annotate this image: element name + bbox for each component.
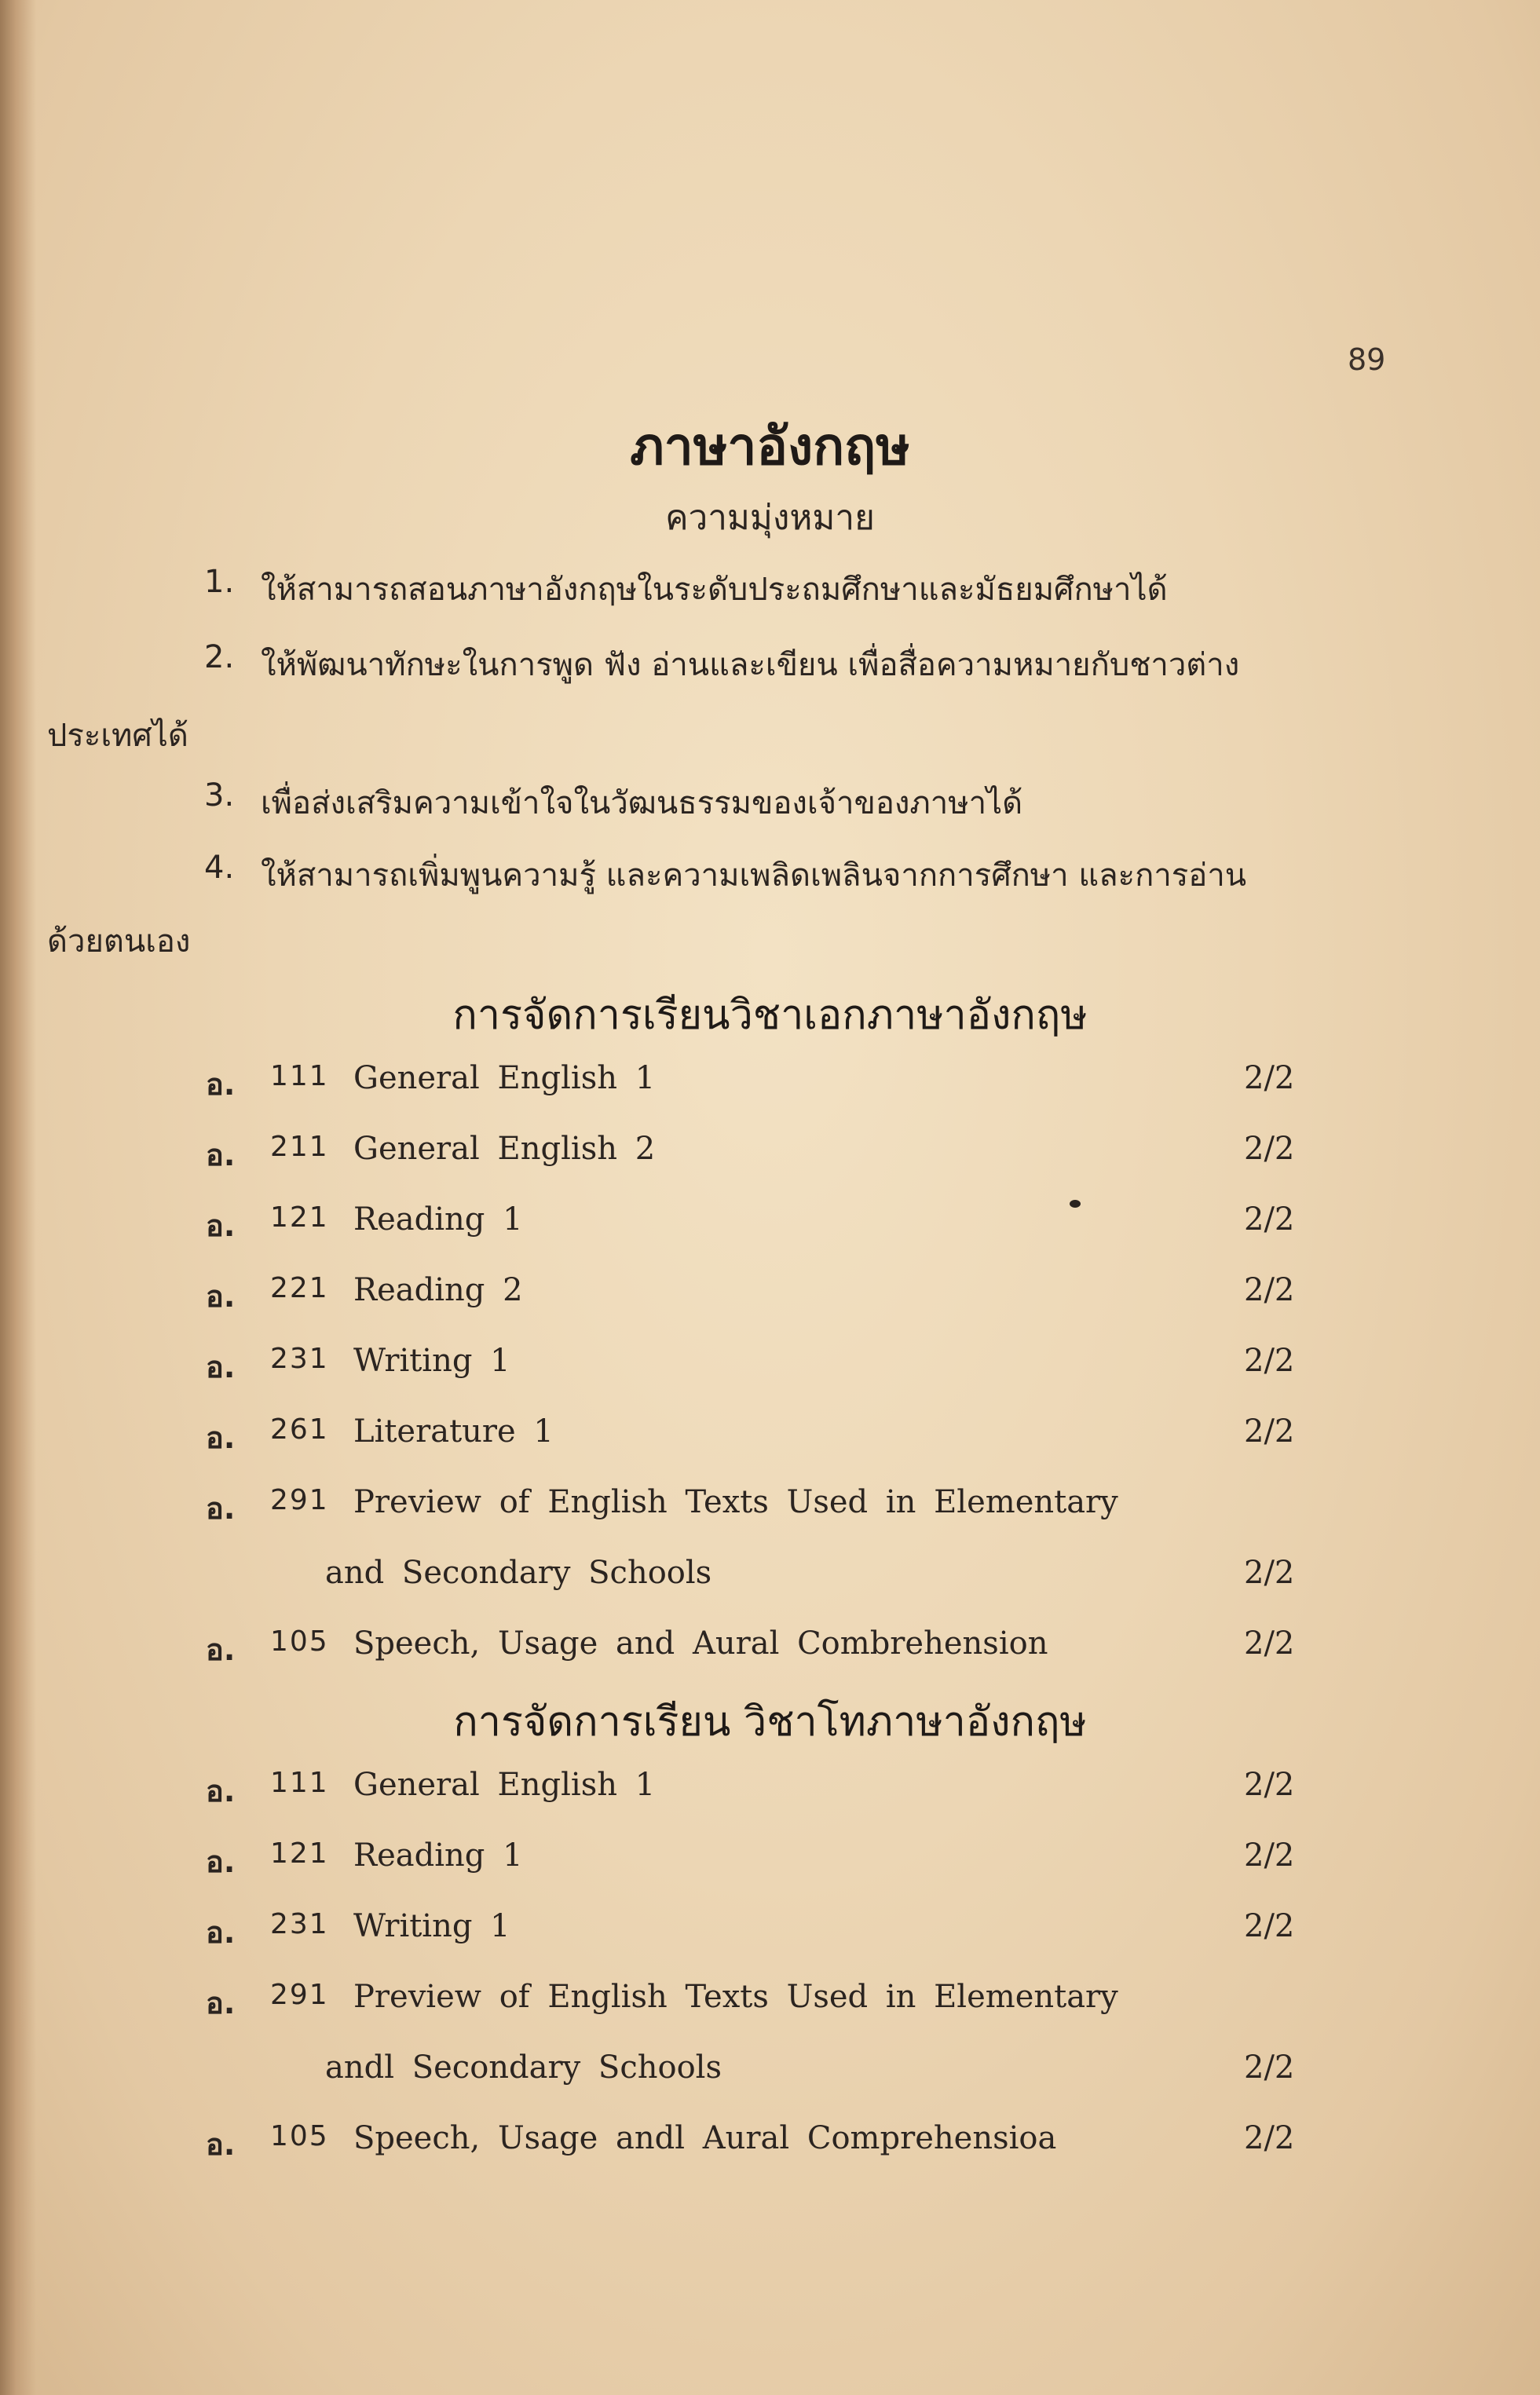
- objective-item: [0, 777, 1540, 825]
- course-code: 291: [270, 1484, 329, 1516]
- course-title: Speech, Usage and Aural Combrehension: [353, 1625, 1048, 1662]
- objective-number: 1.: [204, 564, 235, 600]
- course-row: [0, 1131, 1540, 1178]
- objective-text: ให้สามารถสอนภาษาอังกฤษในระดับประถมศึกษาและมัธยมศึกษาได้: [261, 572, 1168, 608]
- course-code: 211: [270, 1131, 329, 1163]
- course-credits: 2/2: [1244, 1413, 1295, 1450]
- course-credits: 2/2: [1244, 1131, 1295, 1167]
- major-section-heading: การจัดการเรียนวิชาเอกภาษาอังกฤษ: [452, 992, 1088, 1039]
- course-title: Reading 1: [353, 1201, 523, 1238]
- course-code: 121: [270, 1837, 329, 1870]
- course-credits: 2/2: [1244, 1201, 1295, 1238]
- course-credits: 2/2: [1244, 1908, 1295, 1944]
- objective-text: เพื่อส่งเสริมความเข้าใจในวัฒนธรรมของเจ้าของภาษาได้: [261, 785, 1023, 821]
- objective-item: [0, 564, 1540, 611]
- course-prefix: อ.: [206, 1279, 236, 1314]
- course-prefix: อ.: [206, 1208, 236, 1243]
- course-code: 221: [270, 1272, 329, 1304]
- course-row: [0, 1413, 1540, 1461]
- course-code: 105: [270, 1625, 329, 1658]
- course-prefix: อ.: [206, 1491, 236, 1526]
- objectives-subtitle: ความมุ่งหมาย: [665, 498, 875, 538]
- course-row: [0, 1201, 1540, 1249]
- objective-item: [0, 850, 1540, 897]
- course-title: Speech, Usage andl Aural Comprehensioa: [353, 2120, 1057, 2156]
- ink-speck: [1070, 1200, 1081, 1208]
- course-prefix: อ.: [206, 1845, 236, 1879]
- course-title: General English 1: [353, 1767, 656, 1803]
- course-code: 105: [270, 2120, 329, 2152]
- course-title-continuation: and Secondary Schools: [325, 1555, 712, 1591]
- course-row: [0, 1625, 1540, 1673]
- objective-number: 3.: [204, 777, 235, 814]
- course-title: General English 2: [353, 1131, 656, 1167]
- course-credits: 2/2: [1244, 2049, 1295, 2086]
- course-title: Preview of English Texts Used in Elementary: [353, 1484, 1118, 1520]
- course-row: [0, 1484, 1540, 1531]
- objective-continuation: ประเทศได้: [47, 718, 188, 754]
- course-title: Literature 1: [353, 1413, 554, 1450]
- course-row: [0, 1272, 1540, 1319]
- course-prefix: อ.: [206, 1986, 236, 2020]
- objective-number: 2.: [204, 639, 235, 675]
- course-code: 291: [270, 1979, 329, 2011]
- course-row: [0, 1767, 1540, 1814]
- course-title: General English 1: [353, 1060, 656, 1096]
- page-binding-shadow: [0, 0, 36, 2395]
- course-prefix: อ.: [206, 2127, 236, 2162]
- course-row-continuation: [0, 2049, 1540, 2097]
- course-credits: 2/2: [1244, 1837, 1295, 1874]
- course-row: [0, 1343, 1540, 1390]
- course-title: Preview of English Texts Used in Elementary: [353, 1979, 1118, 2015]
- course-prefix: อ.: [206, 1774, 236, 1808]
- course-code: 261: [270, 1413, 329, 1446]
- page-title: ภาษาอังกฤษ: [630, 416, 910, 477]
- course-credits: 2/2: [1244, 1625, 1295, 1662]
- course-credits: 2/2: [1244, 1555, 1295, 1591]
- course-code: 111: [270, 1767, 329, 1799]
- course-title: Writing 1: [353, 1343, 510, 1379]
- course-row: [0, 2120, 1540, 2167]
- course-title-continuation: andl Secondary Schools: [325, 2049, 722, 2086]
- page-number: 89: [1348, 342, 1386, 377]
- objective-text: ให้สามารถเพิ่มพูนความรู้ และความเพลิดเพลินจากการศึกษา และการอ่าน: [261, 857, 1247, 894]
- course-title: Reading 1: [353, 1837, 523, 1874]
- course-credits: 2/2: [1244, 2120, 1295, 2156]
- objective-number: 4.: [204, 850, 235, 886]
- course-title: Writing 1: [353, 1908, 510, 1944]
- objective-continuation: ด้วยตนเอง: [47, 923, 191, 960]
- course-prefix: อ.: [206, 1350, 236, 1384]
- course-prefix: อ.: [206, 1915, 236, 1950]
- course-code: 121: [270, 1201, 329, 1234]
- course-prefix: อ.: [206, 1138, 236, 1172]
- course-title: Reading 2: [353, 1272, 523, 1308]
- course-row: [0, 1979, 1540, 2026]
- course-row: [0, 1060, 1540, 1107]
- course-credits: 2/2: [1244, 1343, 1295, 1379]
- course-credits: 2/2: [1244, 1060, 1295, 1096]
- course-row: [0, 1908, 1540, 1955]
- course-credits: 2/2: [1244, 1767, 1295, 1803]
- course-code: 231: [270, 1343, 329, 1375]
- course-prefix: อ.: [206, 1067, 236, 1102]
- minor-section-heading: การจัดการเรียน วิชาโทภาษาอังกฤษ: [453, 1698, 1087, 1746]
- course-row: [0, 1837, 1540, 1885]
- objective-text: ให้พัฒนาทักษะในการพูด ฟัง อ่านและเขียน เพื่อสื่อความหมายกับชาวต่าง: [261, 647, 1240, 683]
- objective-item: [0, 639, 1540, 686]
- course-row-continuation: [0, 1555, 1540, 1602]
- course-code: 231: [270, 1908, 329, 1940]
- course-prefix: อ.: [206, 1421, 236, 1455]
- course-credits: 2/2: [1244, 1272, 1295, 1308]
- course-code: 111: [270, 1060, 329, 1092]
- course-prefix: อ.: [206, 1633, 236, 1667]
